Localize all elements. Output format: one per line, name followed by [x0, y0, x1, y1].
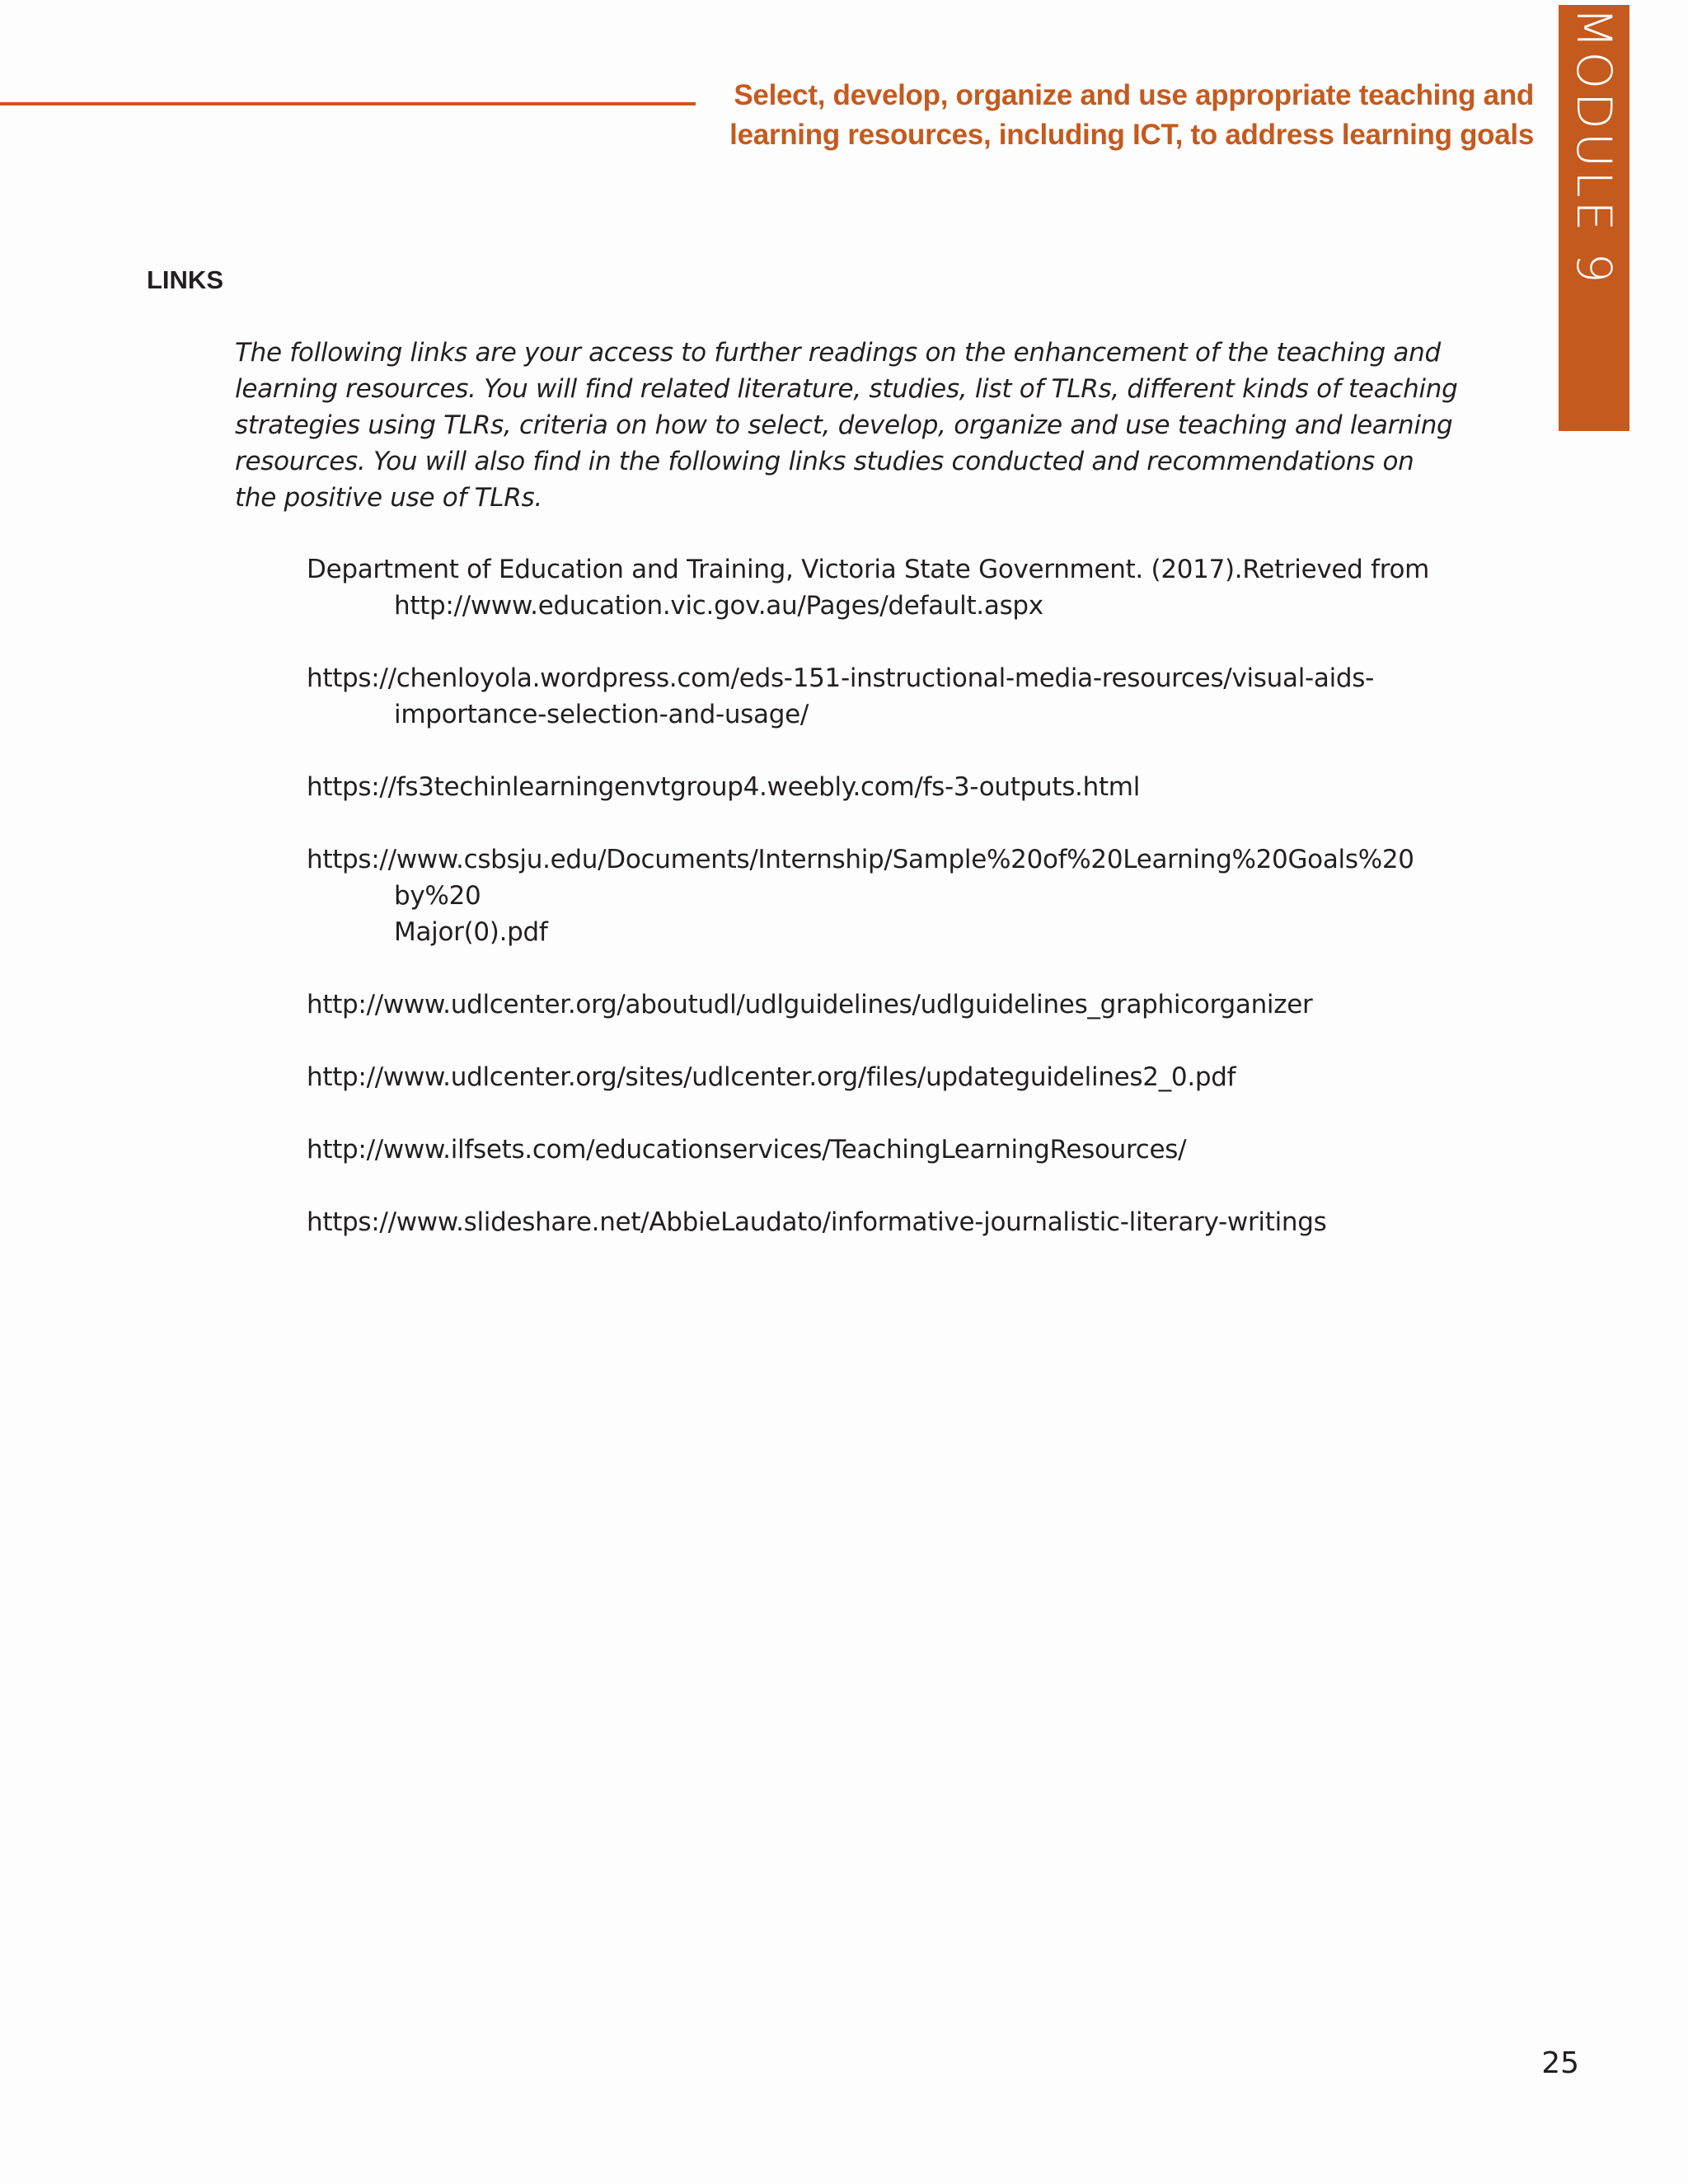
- module-tab: [1559, 5, 1629, 431]
- link-url-continuation[interactable]: by%20: [394, 881, 481, 911]
- links-list: [307, 551, 1461, 1277]
- section-heading: LINKS: [147, 265, 223, 294]
- link-url-continuation[interactable]: Major(0).pdf: [394, 917, 548, 947]
- header-rule: [0, 102, 696, 105]
- link-url[interactable]: https://chenloyola.wordpress.com/eds-151-instructional-media-resources/visual-aids-: [307, 663, 1375, 693]
- intro-paragraph: The following links are your access to further readings on the enhancement of the teaching and learning resources. You will find related literature, studies, list of TLRs, different kinds of teaching strategies using TLRs, criteria on how to select, develop, organize and use teaching and learning resources. You will also find in the following links studies conducted and recommendations on the positive use of TLRs.: [235, 338, 1458, 513]
- list-item[interactable]: [307, 841, 1461, 950]
- link-url-continuation[interactable]: importance-selection-and-usage/: [394, 700, 809, 729]
- list-item[interactable]: [307, 660, 1461, 733]
- link-url[interactable]: http://www.udlcenter.org/sites/udlcenter.org/files/updateguidelines2_0.pdf: [307, 1062, 1236, 1092]
- list-item[interactable]: [307, 769, 1461, 805]
- link-url[interactable]: https://www.slideshare.net/AbbieLaudato/informative-journalistic-literary-writings: [307, 1207, 1327, 1237]
- page-header-title: [710, 76, 1534, 155]
- list-item[interactable]: [307, 1059, 1461, 1095]
- list-item[interactable]: [307, 987, 1461, 1023]
- page-number: 25: [1541, 2046, 1579, 2080]
- list-item[interactable]: [307, 1132, 1461, 1168]
- module-tab-label: MODULE 9: [1566, 7, 1622, 287]
- link-url[interactable]: https://www.csbsju.edu/Documents/Internship/Sample%20of%20Learning%20Goals%20: [307, 845, 1414, 874]
- link-url[interactable]: http://www.ilfsets.com/educationservices/TeachingLearningResources/: [307, 1135, 1187, 1165]
- header-title-line-1: Select, develop, organize and use appropriate teaching and: [734, 79, 1534, 111]
- link-url[interactable]: http://www.udlcenter.org/aboutudl/udlguidelines/udlguidelines_graphicorganizer: [307, 990, 1313, 1019]
- list-item[interactable]: [307, 1204, 1461, 1240]
- list-item: [307, 551, 1461, 624]
- link-url[interactable]: https://fs3techinlearningenvtgroup4.weebly.com/fs-3-outputs.html: [307, 772, 1141, 802]
- header-title-line-2: learning resources, including ICT, to address learning goals: [729, 119, 1534, 151]
- link-url[interactable]: http://www.education.vic.gov.au/Pages/default.aspx: [394, 591, 1043, 621]
- reference-text: Department of Education and Training, Victoria State Government. (2017).Retrieved from: [307, 555, 1430, 584]
